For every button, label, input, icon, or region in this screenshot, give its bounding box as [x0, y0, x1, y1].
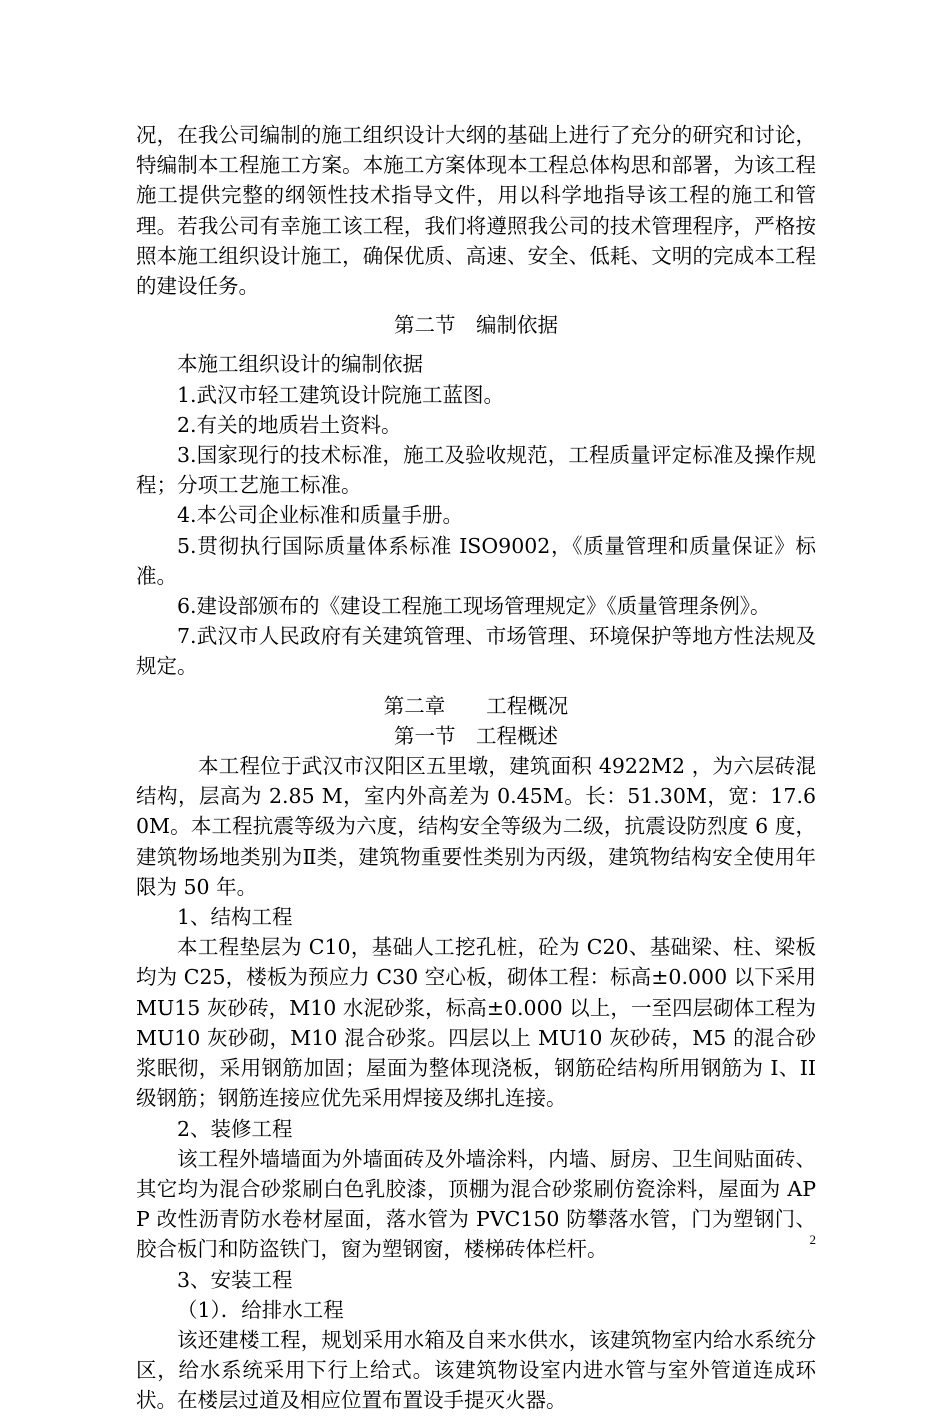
section-1-heading: 第一节 工程概述: [394, 723, 558, 748]
water-supply-paragraph: 该还建楼工程，规划采用水箱及自来水供水，该建筑物室内给水系统分区，给水系统采用下行上给式。该建筑物设室内进水管与室外管道连成环状。在楼层过道及相应位置布置设手提灭火器。: [136, 1327, 816, 1413]
document-page: [136, 120, 816, 1416]
basis-item-7: 7.武汉市人民政府有关建筑管理、市场管理、环境保护等地方性法规及规定。: [136, 624, 816, 679]
decoration-paragraph: 该工程外墙墙面为外墙面砖及外墙涂料，内墙、厨房、卫生间贴面砖、其它均为混合砂浆刷白色乳胶漆，顶棚为混合砂浆刷仿瓷涂料，屋面为 APP 改性沥青防水卷材屋面，落水管为 PVC150 防攀落水管，门为塑钢门、胶合板门和防盗铁门，窗为塑钢窗，楼梯砖体栏杆。: [136, 1146, 816, 1262]
chapter-2-heading: 第二章 工程概况: [383, 693, 569, 718]
basis-item-6: 6.建设部颁布的《建设工程施工现场管理规定》《质量管理条例》。: [177, 594, 771, 619]
page-number: 2: [809, 1232, 816, 1247]
structure-paragraph: 本工程垫层为 C10，基础人工挖孔桩，砼为 C20、基础梁、柱、梁板均为 C25，楼板为预应力 C30 空心板，砌体工程：标高±0.000 以下采用 MU15 灰砂砖，M10 水泥砂浆，标高±0.000 以上，一至四层砌体工程为 MU10 灰砂砌，M10 混合砂浆。四层以上 MU10 灰砂砖，M5 的混合砂浆眠彻，采用钢筋加固；屋面为整体现浇板，钢筋砼结构所用钢筋为 I、II 级钢筋；钢筋连接应优先采用焊接及绑扎连接。: [136, 935, 816, 1111]
basis-item-5: 5.贯彻执行国际质量体系标准 ISO9002，《质量管理和质量保证》标准。: [136, 533, 816, 588]
structure-heading: 1、结构工程: [177, 905, 293, 930]
basis-item-1: 1.武汉市轻工建筑设计院施工蓝图。: [177, 382, 505, 407]
water-supply-heading: （1）．给排水工程: [177, 1297, 344, 1322]
installation-heading: 3、安装工程: [177, 1267, 293, 1292]
overview-paragraph: 本工程位于武汉市汉阳区五里墩，建筑面积 4922M2 ，为六层砖混结构，层高为 2.85 M，室内外高差为 0.45M。长：51.30M，宽：17.60M。本工程抗震等级为六度，结构安全等级为二级，抗震设防烈度 6 度，建筑物场地类别为Ⅱ类，建筑物重要性类别为丙级，建筑物结构安全使用年限为 50 年。: [136, 754, 816, 899]
basis-item-2: 2.有关的地质岩土资料。: [177, 412, 402, 437]
decoration-heading: 2、装修工程: [177, 1116, 293, 1141]
basis-intro: 本施工组织设计的编制依据: [177, 352, 423, 377]
intro-paragraph: 况，在我公司编制的施工组织设计大纲的基础上进行了充分的研究和讨论，特编制本工程施工方案。本施工方案体现本工程总体构思和部署，为该工程施工提供完整的纲领性技术指导文件，用以科学地指导该工程的施工和管理。若我公司有幸施工该工程，我们将遵照我公司的技术管理程序，严格按照本施工组织设计施工，确保优质、高速、安全、低耗、文明的完成本工程的建设任务。: [136, 123, 816, 299]
section-2-heading: 第二节 编制依据: [394, 313, 558, 338]
basis-item-4: 4.本公司企业标准和质量手册。: [177, 503, 464, 528]
basis-item-3: 3.国家现行的技术标准，施工及验收规范，工程质量评定标准及操作规程；分项工艺施工标准。: [136, 443, 816, 498]
